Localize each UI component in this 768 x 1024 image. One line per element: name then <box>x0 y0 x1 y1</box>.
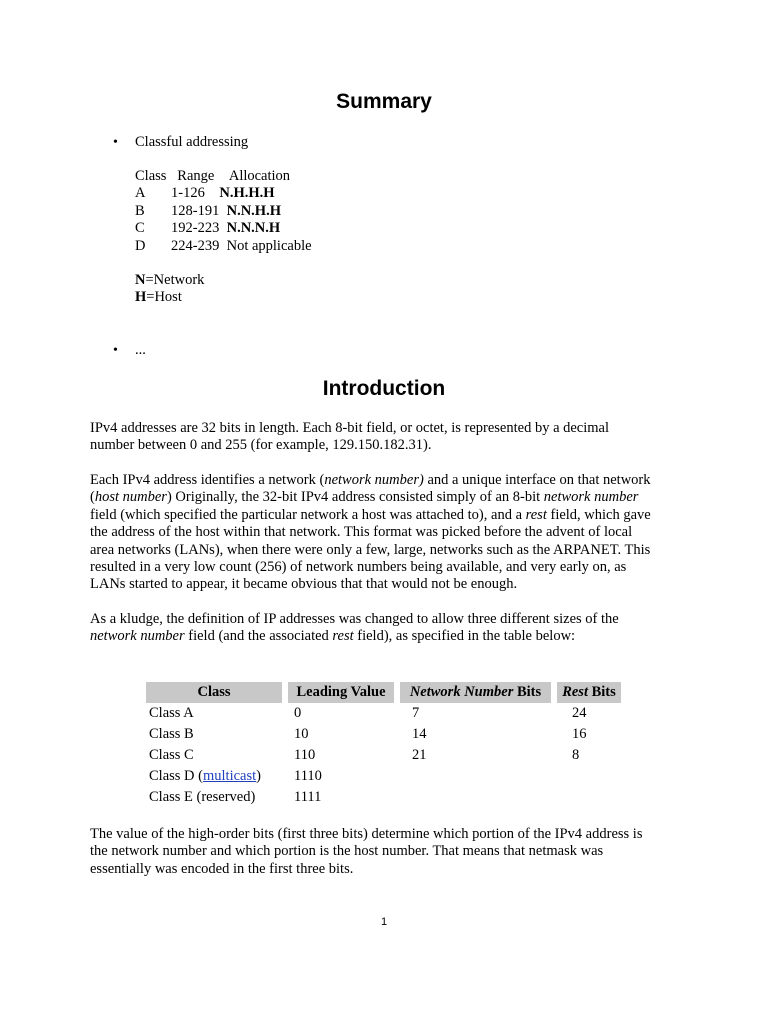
table-row: Class E (reserved) 1111 <box>149 789 322 805</box>
header-network-number-bits: Network Number Bits <box>400 682 551 703</box>
classful-row: B 128-191 N.N.H.H <box>135 202 281 219</box>
table-row: Class A 0 7 24 <box>149 705 587 721</box>
intro-paragraph-3: As a kludge, the definition of IP addresses was changed to allow three different sizes of the network number field (and the associated rest field), as specified in the table below: <box>90 611 619 645</box>
table-row: Class D (multicast) 1110 <box>149 768 322 784</box>
header-rest-bits: Rest Bits <box>557 682 621 703</box>
summary-heading: Summary <box>336 90 432 113</box>
bullet-1-text: Classful addressing <box>135 134 249 150</box>
classful-legend <box>135 272 204 307</box>
classful-row: A 1-126 N.H.H.H <box>135 185 275 202</box>
multicast-link[interactable]: multicast <box>202 768 257 784</box>
bullet-1-symbol: • <box>113 135 118 150</box>
header-leading-value: Leading Value <box>288 682 394 703</box>
classful-header: Class Range Allocation <box>135 168 291 184</box>
address-class-table <box>146 682 621 808</box>
legend-host: H=Host <box>135 289 182 306</box>
page-number: 1 <box>380 916 388 928</box>
classful-row: D 224-239 Not applicable <box>135 237 312 254</box>
header-class: Class <box>146 682 282 703</box>
intro-paragraph-1: IPv4 addresses are 32 bits in length. Each 8-bit field, or octet, is represented by a decimal number between 0 and 255 (for example, 129.150.182.31). <box>90 420 610 454</box>
table-row: Class C 110 21 8 <box>149 747 580 763</box>
introduction-heading: Introduction <box>322 377 446 400</box>
legend-network: N=Network <box>135 272 205 288</box>
classful-row: C 192-223 N.N.N.H <box>135 220 281 237</box>
table-header-row <box>146 682 621 703</box>
bullet-2-text: ... <box>135 342 146 358</box>
table-row: Class B 10 14 16 <box>149 726 587 742</box>
intro-paragraph-4: The value of the high-order bits (first three bits) determine which portion of the IPv4 address is the network number and which portion is the host number. That means that netmask was essentially was encoded in the first three bits. <box>90 826 643 877</box>
intro-paragraph-2: Each IPv4 address identifies a network (network number) and a unique interface on that network (host number) Originally, the 32-bit IPv4 address consisted simply of an 8-bit network number field (which specified the particular network a host was attached to), and a rest field, which gave the address of the host within that network. This format was picked before the advent of local area networks (LANs), when there were only a few, large, networks such as the ARPANET. This resulted in a very low count (256) of network numbers being available, and very early on, as LANs started to appear, it became obvious that that would not be enough. <box>90 472 651 593</box>
classful-table <box>135 168 312 255</box>
bullet-2-symbol: • <box>113 343 118 358</box>
